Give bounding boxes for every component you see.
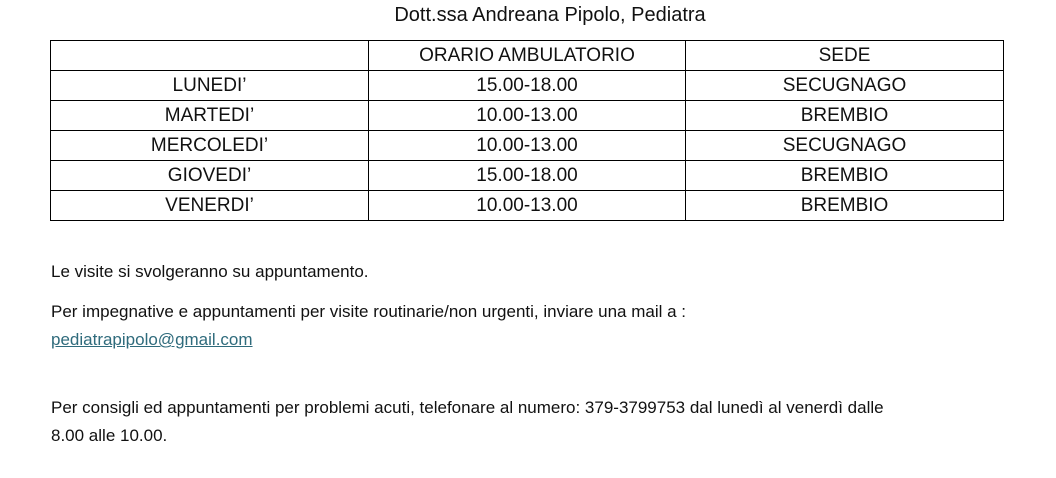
cell-location: BREMBIO — [686, 101, 1004, 131]
column-header-hours: ORARIO AMBULATORIO — [369, 41, 686, 71]
cell-location: SECUGNAGO — [686, 131, 1004, 161]
cell-day: LUNEDI’ — [51, 71, 369, 101]
cell-day: VENERDI’ — [51, 191, 369, 221]
cell-location: BREMBIO — [686, 161, 1004, 191]
cell-day: MARTEDI’ — [51, 101, 369, 131]
cell-location: BREMBIO — [686, 191, 1004, 221]
cell-hours: 10.00-13.00 — [369, 191, 686, 221]
cell-hours: 10.00-13.00 — [369, 101, 686, 131]
table-row — [51, 161, 1004, 191]
appointment-note: Le visite si svolgeranno su appuntamento. — [51, 262, 369, 281]
table-row — [51, 131, 1004, 161]
schedule-table — [50, 40, 1004, 221]
cell-day: MERCOLEDI’ — [51, 131, 369, 161]
table-row — [51, 191, 1004, 221]
column-header-day — [51, 41, 369, 71]
email-link[interactable]: pediatrapipolo@gmail.com — [51, 330, 253, 349]
email-instructions: Per impegnative e appuntamenti per visite routinarie/non urgenti, inviare una mail a : — [51, 302, 687, 321]
cell-day: GIOVEDI’ — [51, 161, 369, 191]
table-row — [51, 71, 1004, 101]
table-header-row — [51, 41, 1004, 71]
phone-instructions-line1: Per consigli ed appuntamenti per problemi acuti, telefonare al numero: 379-3799753 dal lunedì al venerdì dalle — [51, 398, 884, 417]
cell-location: SECUGNAGO — [686, 71, 1004, 101]
table-row — [51, 101, 1004, 131]
cell-hours: 15.00-18.00 — [369, 71, 686, 101]
phone-instructions-line2: 8.00 alle 10.00. — [51, 426, 168, 445]
cell-hours: 15.00-18.00 — [369, 161, 686, 191]
cell-hours: 10.00-13.00 — [369, 131, 686, 161]
page-title: Dott.ssa Andreana Pipolo, Pediatra — [394, 4, 706, 26]
column-header-location: SEDE — [686, 41, 1004, 71]
